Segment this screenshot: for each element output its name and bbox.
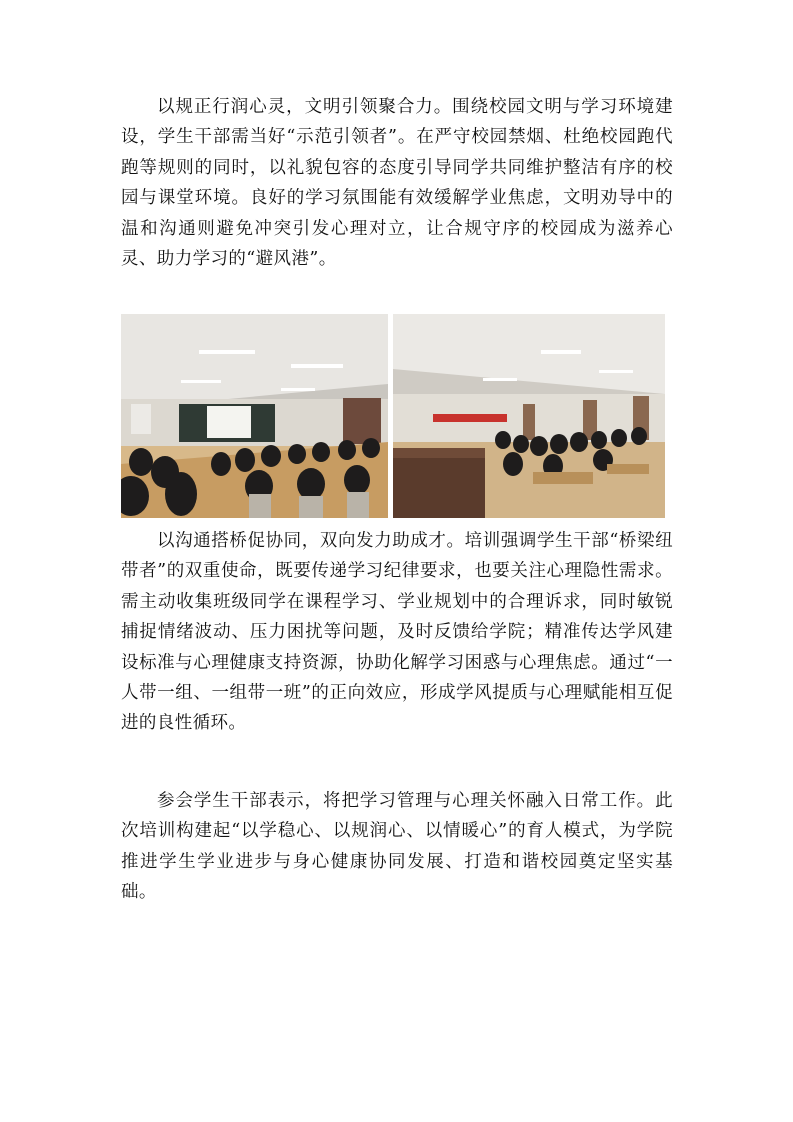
classroom-photo-rear-view <box>393 314 665 518</box>
paragraph-communication: 以沟通搭桥促协同，双向发力助成才。培训强调学生干部“桥梁纽带者”的双重使命，既要传递学习纪律要求，也要关注心理隐性需求。需主动收集班级同学在课程学习、学业规划中的合理诉求，同时敏锐捕捉情绪波动、压力困扰等问题，及时反馈给学院；精准传达学风建设标准与心理健康支持资源，协助化解学习困惑与心理焦虑。通过“一人带一组、一组带一班”的正向效应，形成学风提质与心理赋能相互促进的良性循环。 <box>121 531 673 734</box>
paragraph-conclusion: 参会学生干部表示，将把学习管理与心理关怀融入日常工作。此次培训构建起“以学稳心、以规润心、以情暖心”的育人模式，为学院推进学生学业进步与身心健康协同发展、打造和谐校园奠定坚实基础。 <box>121 791 673 903</box>
paragraph-civility: 以规正行润心灵，文明引领聚合力。围绕校园文明与学习环境建设，学生干部需当好“示范引领者”。在严守校园禁烟、杜绝校园跑代跑等规则的同时，以礼貌包容的态度引导同学共同维护整洁有序的校园与课堂环境。良好的学习氛围能有效缓解学业焦虑，文明劝导中的温和沟通则避免冲突引发心理对立，让合规守序的校园成为滋养心灵、助力学习的“避风港”。 <box>121 97 673 270</box>
classroom-photo-front-view <box>121 314 388 518</box>
